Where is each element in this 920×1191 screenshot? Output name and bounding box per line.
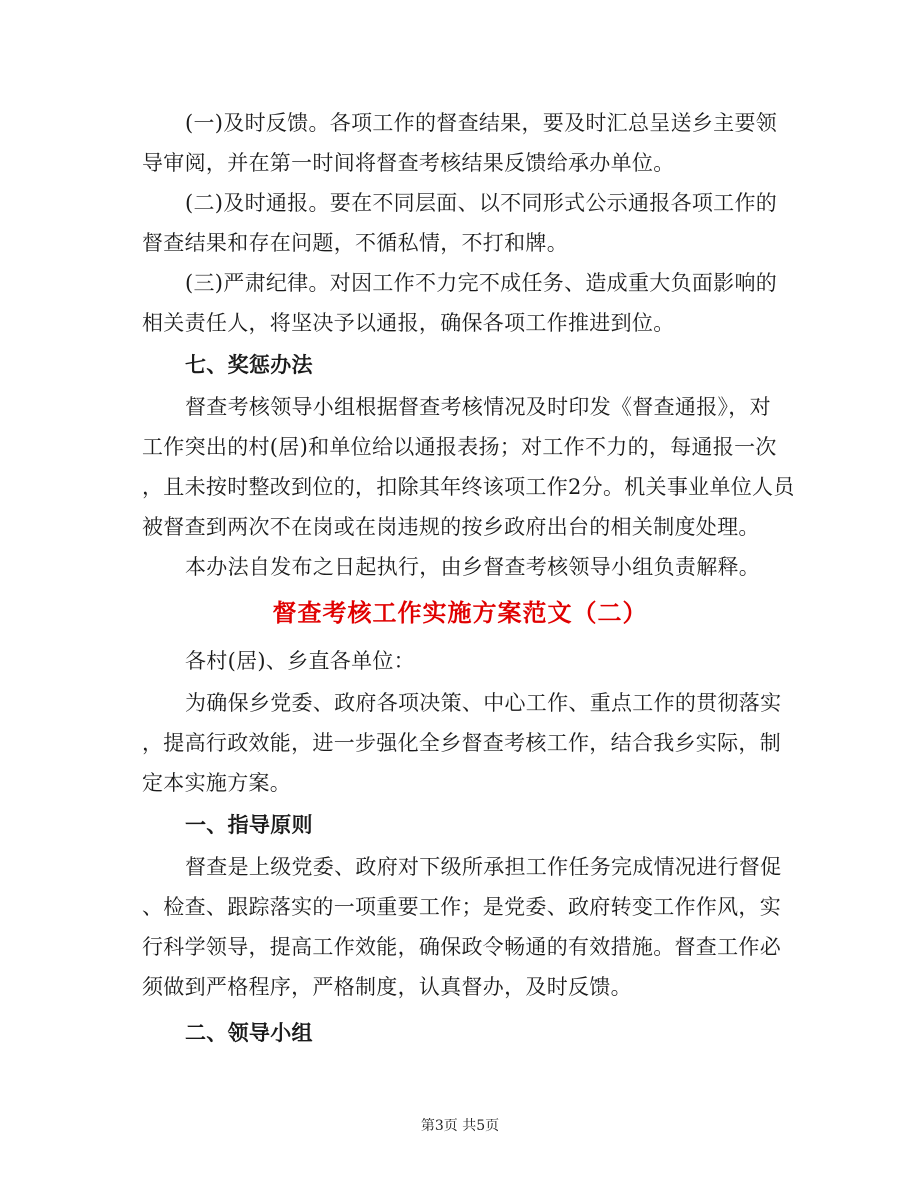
paragraph-1-line-1: (一)及时反馈。各项工作的督查结果，要及时汇总呈送乡主要领 [185,111,778,135]
section-1-line-4: 须做到严格程序，严格制度，认真督办，及时反馈。 [142,975,632,999]
intro-line-3: 定本实施方案。 [142,771,292,795]
paragraph-2-line-1: (二)及时通报。要在不同层面、以不同形式公示通报各项工作的 [185,191,778,215]
section-7-closing-line: 本办法自发布之日起执行，由乡督查考核领导小组负责解释。 [185,555,761,579]
paragraph-3-line-2: 相关责任人，将坚决予以通报，确保各项工作推进到位。 [142,311,675,335]
section-1-heading: 一、指导原则 [185,812,313,837]
section-1-line-3: 行科学领导，提高工作效能，确保政令畅通的有效措施。督查工作必 [142,935,781,959]
section-2-heading: 二、领导小组 [185,1020,313,1045]
intro-line-2: ，提高行政效能，进一步强化全乡督查考核工作，结合我乡实际，制 [142,731,781,755]
section-7-paragraph-line-3: ，且未按时整改到位的，扣除其年终该项工作2分。机关事业单位人员 [142,475,795,499]
section-1-line-1: 督查是上级党委、政府对下级所承担工作任务完成情况进行督促 [185,855,782,879]
section-7-paragraph-line-1: 督查考核领导小组根据督查考核情况及时印发《督查通报》，对 [185,395,771,419]
section-1-line-2: 、检查、跟踪落实的一项重要工作；是党委、政府转变工作作风，实 [142,895,781,919]
section-7-heading: 七、奖惩办法 [185,352,313,377]
page-number: 第3页 共5页 [420,1118,500,1134]
section-7-paragraph-line-4: 被督查到两次不在岗或在岗违规的按乡政府出台的相关制度处理。 [142,515,760,539]
salutation: 各村(居)、乡直各单位： [185,649,415,673]
paragraph-2-line-2: 督查结果和存在问题，不循私情，不打和牌。 [142,231,568,255]
section-7-paragraph-line-2: 工作突出的村(居)和单位给以通报表扬；对工作不力的，每通报一次 [142,435,777,459]
document-title: 督查考核工作实施方案范文（二） [272,598,648,627]
intro-line-1: 为确保乡党委、政府各项决策、中心工作、重点工作的贯彻落实 [185,691,782,715]
paragraph-1-line-2: 导审阅，并在第一时间将督查考核结果反馈给承办单位。 [142,151,675,175]
paragraph-3-line-1: (三)严肃纪律。对因工作不力完不成任务、造成重大负面影响的 [185,271,778,295]
